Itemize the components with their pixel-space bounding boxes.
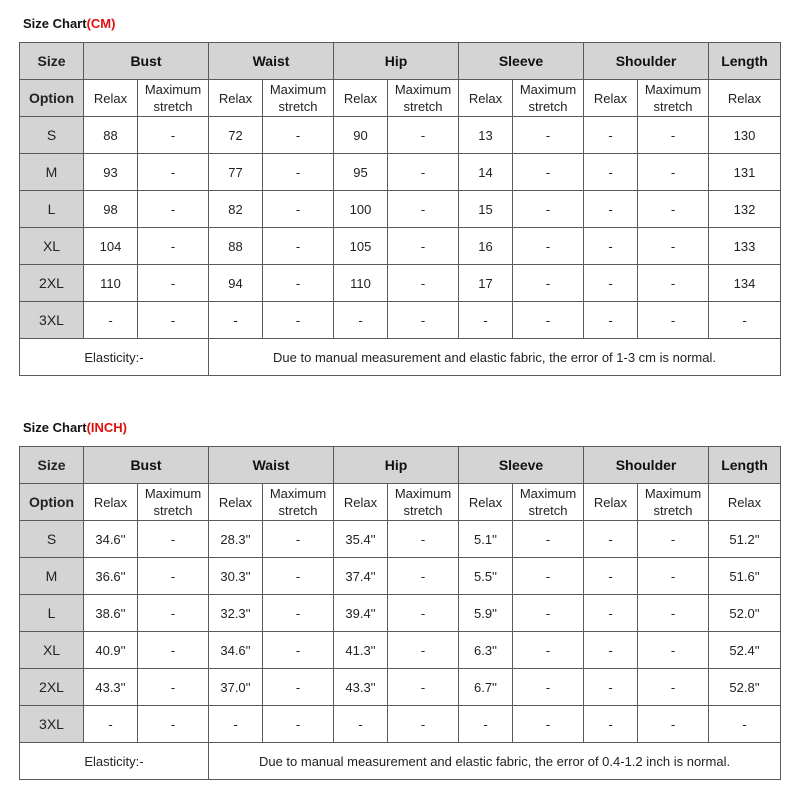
shoulder-max-stretch-cell: - (638, 521, 709, 558)
shoulder-relax-cell: - (584, 154, 638, 191)
bust-max-stretch-cell: - (138, 191, 209, 228)
max-line1: Maximum (269, 82, 327, 97)
bust-relax-cell: 98 (84, 191, 138, 228)
size-label: M (20, 154, 84, 191)
max-line2: stretch (528, 503, 568, 518)
sleeve-relax-cell: 13 (459, 117, 513, 154)
hip-relax-cell: 90 (334, 117, 388, 154)
shoulder-max-stretch-cell: - (638, 154, 709, 191)
waist-relax-cell: 82 (209, 191, 263, 228)
length-relax-cell: 52.4'' (709, 632, 781, 669)
size-table-inch (19, 446, 781, 780)
length-relax-cell: 131 (709, 154, 781, 191)
bust-max-stretch-cell: - (138, 228, 209, 265)
size-label: L (20, 191, 84, 228)
length-relax-cell: 134 (709, 265, 781, 302)
shoulder-relax-cell: - (584, 558, 638, 595)
shoulder-relax-cell: - (584, 228, 638, 265)
elasticity-label: Elasticity:- (20, 339, 209, 376)
sleeve-max-stretch-cell: - (513, 154, 584, 191)
size-label: XL (20, 632, 84, 669)
size-label: 3XL (20, 302, 84, 339)
hip-max-stretch-cell: - (388, 302, 459, 339)
shoulder-max-stretch-header (638, 484, 709, 521)
length-relax-cell: - (709, 706, 781, 743)
size-label: 2XL (20, 265, 84, 302)
max-line2: stretch (528, 99, 568, 114)
sleeve-max-stretch-header (513, 484, 584, 521)
hip-relax-cell: 110 (334, 265, 388, 302)
max-line1: Maximum (519, 82, 577, 97)
hip-max-stretch-cell: - (388, 191, 459, 228)
table-row (20, 191, 781, 228)
option-header: Option (20, 484, 84, 521)
max-line2: stretch (153, 503, 193, 518)
size-label: M (20, 558, 84, 595)
waist-relax-cell: 88 (209, 228, 263, 265)
waist-relax-cell: 32.3'' (209, 595, 263, 632)
bust-header: Bust (84, 447, 209, 484)
length-header: Length (709, 43, 781, 80)
max-line1: Maximum (394, 82, 452, 97)
bust-relax-cell: 36.6'' (84, 558, 138, 595)
waist-header: Waist (209, 43, 334, 80)
size-label: L (20, 595, 84, 632)
length-relax-cell: 132 (709, 191, 781, 228)
bust-header: Bust (84, 43, 209, 80)
hip-relax-cell: 37.4'' (334, 558, 388, 595)
hip-header: Hip (334, 447, 459, 484)
max-line1: Maximum (644, 486, 702, 501)
length-relax-cell: 133 (709, 228, 781, 265)
waist-relax-cell: 34.6'' (209, 632, 263, 669)
waist-relax-cell: 30.3'' (209, 558, 263, 595)
waist-max-stretch-cell: - (263, 117, 334, 154)
hip-relax-cell: 35.4'' (334, 521, 388, 558)
shoulder-relax-cell: - (584, 595, 638, 632)
shoulder-header: Shoulder (584, 447, 709, 484)
waist-max-stretch-cell: - (263, 595, 334, 632)
max-line1: Maximum (269, 486, 327, 501)
title-text: Size Chart (23, 16, 87, 31)
elasticity-label: Elasticity:- (20, 743, 209, 780)
table-row (20, 632, 781, 669)
hip-max-stretch-cell: - (388, 595, 459, 632)
size-header: Size (20, 447, 84, 484)
length-header: Length (709, 447, 781, 484)
shoulder-relax-header: Relax (584, 484, 638, 521)
waist-relax-cell: 28.3'' (209, 521, 263, 558)
shoulder-relax-cell: - (584, 521, 638, 558)
waist-relax-cell: - (209, 302, 263, 339)
bust-relax-header: Relax (84, 80, 138, 117)
bust-relax-cell: 93 (84, 154, 138, 191)
bust-max-stretch-header (138, 484, 209, 521)
sleeve-relax-cell: 14 (459, 154, 513, 191)
sleeve-relax-header: Relax (459, 484, 513, 521)
waist-max-stretch-header (263, 484, 334, 521)
bust-relax-cell: 88 (84, 117, 138, 154)
shoulder-max-stretch-cell: - (638, 706, 709, 743)
waist-max-stretch-cell: - (263, 669, 334, 706)
size-label: S (20, 521, 84, 558)
bust-relax-cell: 40.9'' (84, 632, 138, 669)
bust-relax-cell: - (84, 302, 138, 339)
hip-header: Hip (334, 43, 459, 80)
table-row (20, 154, 781, 191)
hip-max-stretch-cell: - (388, 228, 459, 265)
length-relax-header: Relax (709, 80, 781, 117)
shoulder-relax-cell: - (584, 117, 638, 154)
table-row (20, 228, 781, 265)
table-row (20, 558, 781, 595)
length-relax-cell: 52.8'' (709, 669, 781, 706)
bust-max-stretch-cell: - (138, 706, 209, 743)
max-line1: Maximum (644, 82, 702, 97)
bust-max-stretch-cell: - (138, 558, 209, 595)
sleeve-relax-cell: 5.1'' (459, 521, 513, 558)
bust-max-stretch-cell: - (138, 302, 209, 339)
hip-max-stretch-cell: - (388, 632, 459, 669)
max-line1: Maximum (144, 82, 202, 97)
bust-relax-cell: - (84, 706, 138, 743)
bust-max-stretch-cell: - (138, 117, 209, 154)
shoulder-relax-cell: - (584, 632, 638, 669)
waist-max-stretch-cell: - (263, 154, 334, 191)
length-relax-cell: 52.0'' (709, 595, 781, 632)
size-header: Size (20, 43, 84, 80)
max-line1: Maximum (394, 486, 452, 501)
hip-max-stretch-cell: - (388, 154, 459, 191)
shoulder-max-stretch-cell: - (638, 595, 709, 632)
sleeve-max-stretch-cell: - (513, 521, 584, 558)
sleeve-relax-cell: 15 (459, 191, 513, 228)
size-table-cm (19, 42, 781, 376)
shoulder-max-stretch-cell: - (638, 191, 709, 228)
sleeve-max-stretch-cell: - (513, 632, 584, 669)
waist-max-stretch-cell: - (263, 302, 334, 339)
hip-max-stretch-cell: - (388, 558, 459, 595)
shoulder-relax-cell: - (584, 706, 638, 743)
table-row (20, 706, 781, 743)
sleeve-max-stretch-cell: - (513, 669, 584, 706)
table-row (20, 595, 781, 632)
bust-max-stretch-cell: - (138, 669, 209, 706)
sleeve-relax-header: Relax (459, 80, 513, 117)
measurement-note: Due to manual measurement and elastic fabric, the error of 0.4-1.2 inch is normal. (209, 743, 781, 780)
length-relax-header: Relax (709, 484, 781, 521)
shoulder-max-stretch-cell: - (638, 117, 709, 154)
hip-max-stretch-cell: - (388, 521, 459, 558)
sleeve-relax-cell: 17 (459, 265, 513, 302)
waist-max-stretch-cell: - (263, 632, 334, 669)
max-line2: stretch (403, 99, 443, 114)
max-line2: stretch (403, 503, 443, 518)
bust-relax-cell: 104 (84, 228, 138, 265)
length-relax-cell: - (709, 302, 781, 339)
shoulder-relax-cell: - (584, 191, 638, 228)
max-line2: stretch (653, 99, 693, 114)
waist-relax-cell: - (209, 706, 263, 743)
bust-relax-cell: 110 (84, 265, 138, 302)
table-row (20, 302, 781, 339)
bust-relax-header: Relax (84, 484, 138, 521)
sleeve-max-stretch-cell: - (513, 265, 584, 302)
max-line1: Maximum (144, 486, 202, 501)
sleeve-max-stretch-cell: - (513, 191, 584, 228)
size-chart-cm-title (23, 16, 115, 31)
waist-max-stretch-cell: - (263, 521, 334, 558)
bust-max-stretch-header (138, 80, 209, 117)
length-relax-cell: 130 (709, 117, 781, 154)
waist-relax-header: Relax (209, 80, 263, 117)
size-rows (20, 117, 781, 339)
bust-max-stretch-cell: - (138, 265, 209, 302)
measurement-note: Due to manual measurement and elastic fabric, the error of 1-3 cm is normal. (209, 339, 781, 376)
shoulder-max-stretch-cell: - (638, 669, 709, 706)
waist-max-stretch-cell: - (263, 191, 334, 228)
sleeve-relax-cell: 5.9'' (459, 595, 513, 632)
bust-relax-cell: 43.3'' (84, 669, 138, 706)
shoulder-max-stretch-cell: - (638, 302, 709, 339)
waist-max-stretch-cell: - (263, 228, 334, 265)
table-row (20, 521, 781, 558)
max-line2: stretch (278, 503, 318, 518)
title-text: Size Chart (23, 420, 87, 435)
sleeve-relax-cell: 6.7'' (459, 669, 513, 706)
waist-relax-cell: 94 (209, 265, 263, 302)
max-line2: stretch (153, 99, 193, 114)
waist-max-stretch-header (263, 80, 334, 117)
hip-max-stretch-cell: - (388, 706, 459, 743)
shoulder-max-stretch-cell: - (638, 632, 709, 669)
hip-relax-cell: 41.3'' (334, 632, 388, 669)
shoulder-header: Shoulder (584, 43, 709, 80)
sleeve-max-stretch-cell: - (513, 228, 584, 265)
bust-relax-cell: 38.6'' (84, 595, 138, 632)
table-row (20, 669, 781, 706)
sleeve-max-stretch-cell: - (513, 558, 584, 595)
sleeve-relax-cell: 6.3'' (459, 632, 513, 669)
hip-max-stretch-header (388, 484, 459, 521)
waist-relax-cell: 72 (209, 117, 263, 154)
bust-max-stretch-cell: - (138, 595, 209, 632)
sleeve-max-stretch-header (513, 80, 584, 117)
hip-max-stretch-cell: - (388, 669, 459, 706)
max-line1: Maximum (519, 486, 577, 501)
sleeve-max-stretch-cell: - (513, 706, 584, 743)
waist-relax-cell: 77 (209, 154, 263, 191)
sleeve-header: Sleeve (459, 447, 584, 484)
shoulder-relax-cell: - (584, 265, 638, 302)
shoulder-relax-header: Relax (584, 80, 638, 117)
waist-max-stretch-cell: - (263, 706, 334, 743)
bust-max-stretch-cell: - (138, 521, 209, 558)
bust-max-stretch-cell: - (138, 154, 209, 191)
hip-max-stretch-cell: - (388, 265, 459, 302)
table-row (20, 265, 781, 302)
waist-relax-header: Relax (209, 484, 263, 521)
sleeve-relax-cell: - (459, 302, 513, 339)
shoulder-relax-cell: - (584, 669, 638, 706)
size-label: 2XL (20, 669, 84, 706)
sleeve-relax-cell: - (459, 706, 513, 743)
hip-relax-cell: 43.3'' (334, 669, 388, 706)
bust-relax-cell: 34.6'' (84, 521, 138, 558)
waist-max-stretch-cell: - (263, 265, 334, 302)
hip-relax-header: Relax (334, 80, 388, 117)
sleeve-max-stretch-cell: - (513, 595, 584, 632)
hip-relax-cell: - (334, 302, 388, 339)
waist-relax-cell: 37.0'' (209, 669, 263, 706)
size-chart-inch-title (23, 420, 127, 435)
shoulder-max-stretch-header (638, 80, 709, 117)
waist-header: Waist (209, 447, 334, 484)
length-relax-cell: 51.6'' (709, 558, 781, 595)
shoulder-relax-cell: - (584, 302, 638, 339)
hip-max-stretch-header (388, 80, 459, 117)
hip-relax-cell: 39.4'' (334, 595, 388, 632)
shoulder-max-stretch-cell: - (638, 265, 709, 302)
bust-max-stretch-cell: - (138, 632, 209, 669)
size-label: 3XL (20, 706, 84, 743)
shoulder-max-stretch-cell: - (638, 228, 709, 265)
hip-relax-cell: - (334, 706, 388, 743)
hip-relax-header: Relax (334, 484, 388, 521)
hip-max-stretch-cell: - (388, 117, 459, 154)
table-row (20, 117, 781, 154)
hip-relax-cell: 95 (334, 154, 388, 191)
hip-relax-cell: 100 (334, 191, 388, 228)
sleeve-max-stretch-cell: - (513, 117, 584, 154)
option-header: Option (20, 80, 84, 117)
hip-relax-cell: 105 (334, 228, 388, 265)
size-label: S (20, 117, 84, 154)
max-line2: stretch (278, 99, 318, 114)
waist-max-stretch-cell: - (263, 558, 334, 595)
sleeve-relax-cell: 5.5'' (459, 558, 513, 595)
unit-label: (INCH) (86, 420, 128, 435)
unit-label: (CM) (86, 16, 116, 31)
size-label: XL (20, 228, 84, 265)
sleeve-relax-cell: 16 (459, 228, 513, 265)
sleeve-header: Sleeve (459, 43, 584, 80)
length-relax-cell: 51.2'' (709, 521, 781, 558)
sleeve-max-stretch-cell: - (513, 302, 584, 339)
size-rows (20, 521, 781, 743)
max-line2: stretch (653, 503, 693, 518)
shoulder-max-stretch-cell: - (638, 558, 709, 595)
